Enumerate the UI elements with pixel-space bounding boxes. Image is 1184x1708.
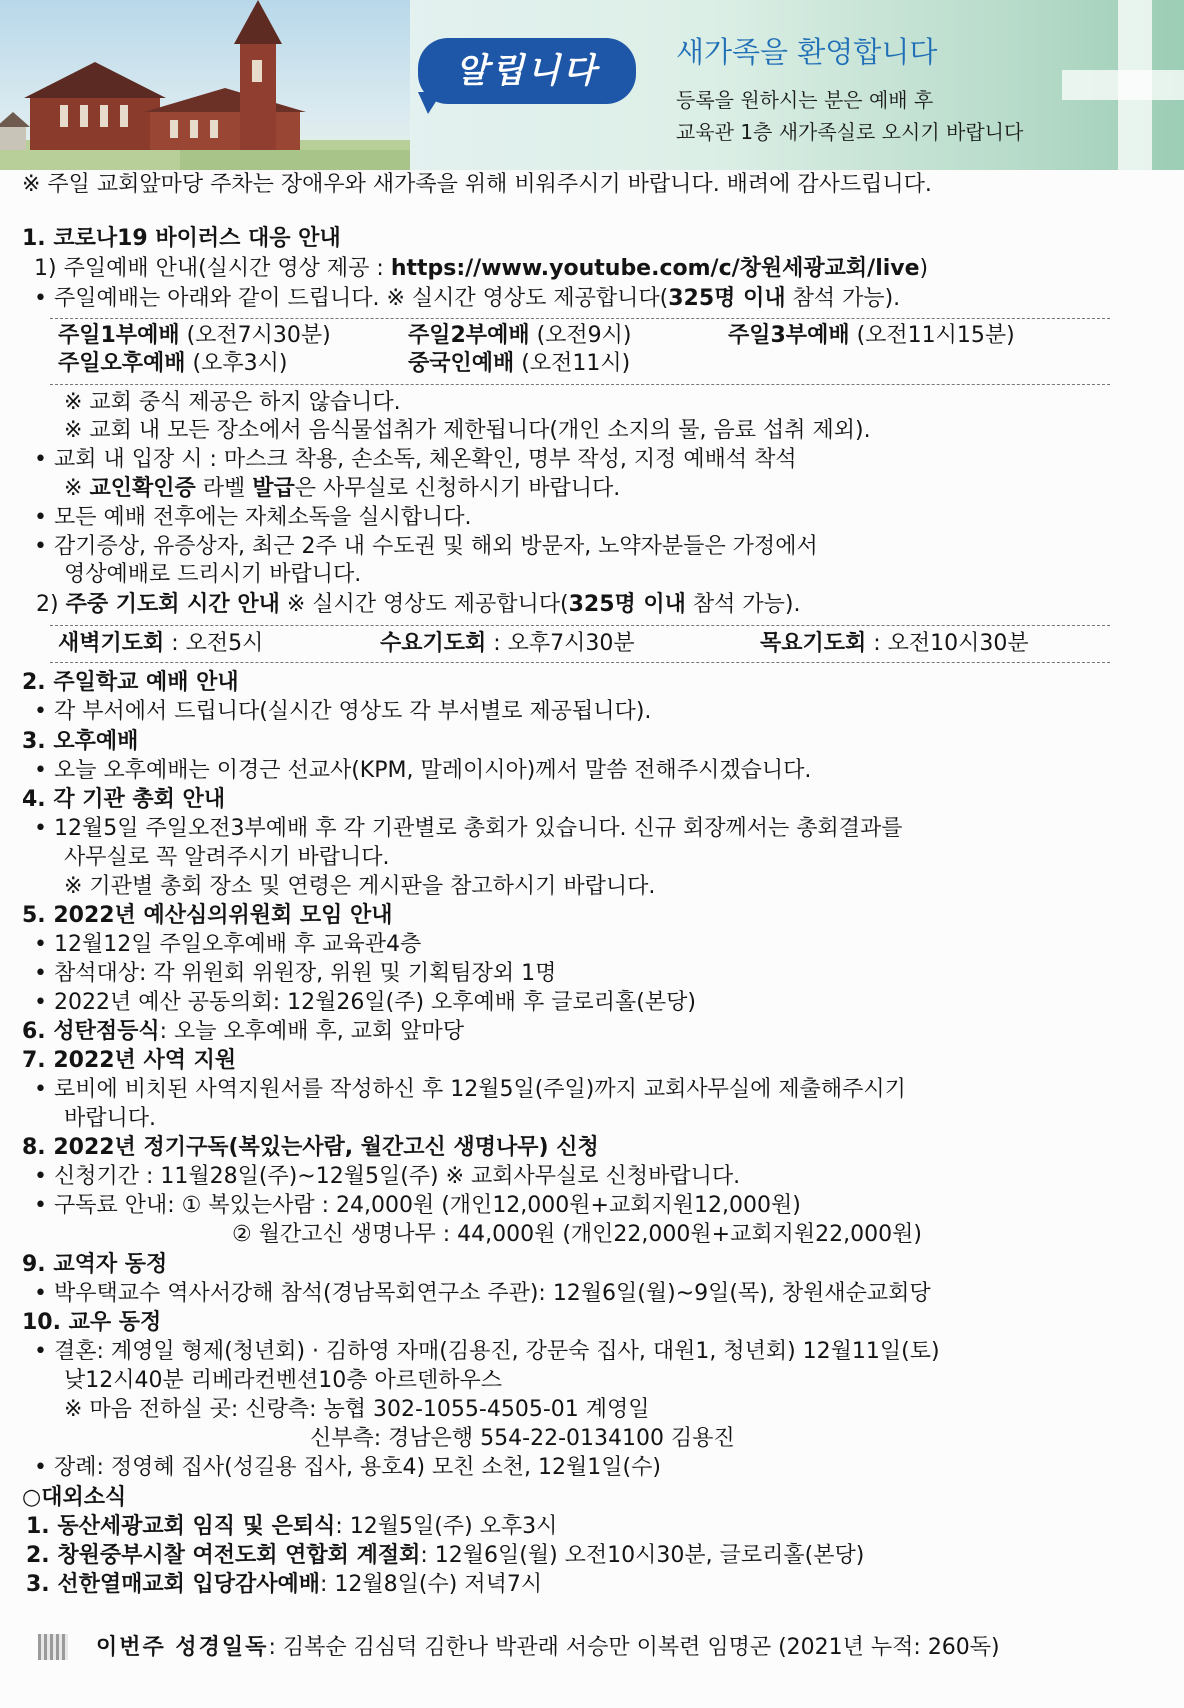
external-news-name: 1. 동산세광교회 임직 및 은퇴식: [26, 1514, 336, 1539]
issue-text: 발급: [252, 476, 295, 501]
prayer-note: ※ 실시간 영상도 제공합니다(: [279, 592, 569, 617]
service-time: (오후3시): [185, 351, 288, 376]
service-time: (오전11시): [514, 351, 631, 376]
divider: [50, 318, 1110, 319]
prayer-time: : 오전10시30분: [866, 631, 1029, 656]
section-9-line-1: • 박우택교수 역사서강해 참석(경남목회연구소 주관): 12월6일(월)~9일(목), 창원새순교회당: [34, 1281, 931, 1306]
home-worship-note-2: 영상예배로 드리시기 바랍니다.: [64, 562, 362, 587]
section-3-title: 3. 오후예배: [22, 729, 139, 754]
live-stream-link[interactable]: https://www.youtube.com/c/창원세광교회/live: [390, 256, 920, 281]
prayer-dawn: [58, 630, 263, 658]
weekday-prayer-info: [36, 591, 801, 619]
section-10-line-4: 신부측: 경남은행 554-22-0134100 김용진: [310, 1426, 735, 1451]
welcome-title: 새가족을 환영합니다: [676, 35, 938, 69]
external-news-name: 3. 선한열매교회 입당감사예배: [26, 1572, 321, 1597]
section-5-title: 5. 2022년 예산심의위원회 모임 안내: [22, 903, 393, 928]
sunday-service-bullet: [34, 285, 900, 313]
member-card-note: [64, 475, 620, 503]
prayer-name: 새벽기도회: [58, 631, 165, 656]
service-name: 주일1부예배: [58, 323, 180, 348]
parking-notice: ※ 주일 교회앞마당 주차는 장애우와 새가족을 위해 비워주시기 바랍니다. 배려에 감사드립니다.: [22, 172, 932, 197]
bible-reading-names: : 김복순 김심덕 김한나 박관래 서승만 이복련 임명곤 (2021년 누적: 260독): [268, 1635, 1000, 1660]
paren-close: ): [919, 256, 929, 281]
prayer-thursday: [760, 630, 1029, 658]
section-6-title: 6. 성탄점등식: [22, 1019, 160, 1044]
barcode-mark-icon: [38, 1634, 68, 1660]
disinfection-note: • 모든 예배 전후에는 자체소독을 실시합니다.: [34, 505, 472, 530]
external-news-name: 2. 창원중부시찰 여전도회 연합회 계절회: [26, 1543, 421, 1568]
welcome-line-2: 교육관 1층 새가족실로 오시기 바랍니다: [676, 120, 1024, 144]
service-time: (오전7시30분): [179, 323, 331, 348]
welcome-line-1: 등록을 원하시는 분은 예배 후: [676, 88, 934, 112]
service-4: [58, 350, 287, 378]
section-8-line-1: • 신청기간 : 11월28일(주)~12월5일(주) ※ 교회사무실로 신청바랍니다.: [34, 1164, 741, 1189]
sunday-service-label: 1) 주일예배 안내(실시간 영상 제공 :: [34, 256, 391, 281]
section-7-title: 7. 2022년 사역 지원: [22, 1048, 237, 1073]
section-8-line-3: ② 월간고신 생명나무 : 44,000원 (개인22,000원+교회지원22,000원): [232, 1222, 922, 1247]
divider: [50, 384, 1110, 385]
section-6: [22, 1018, 464, 1046]
prayer-name: 수요기도회: [380, 631, 487, 656]
note-mark: ※: [64, 476, 90, 501]
service-name: 주일3부예배: [728, 323, 850, 348]
church-illustration: [0, 0, 410, 170]
note-text-end: 은 사무실로 신청하시기 바랍니다.: [294, 476, 621, 501]
section-10-line-2: 낮12시40분 리베라컨벤션10층 아르덴하우스: [64, 1368, 503, 1393]
service-2: [408, 322, 632, 350]
section-7-line-1: • 로비에 비치된 사역지원서를 작성하신 후 12월5일(주일)까지 교회사무실에 제출해주시기: [34, 1077, 906, 1102]
entry-rules: • 교회 내 입장 시 : 마스크 착용, 손소독, 체온확인, 명부 작성, 지정 예배석 착석: [34, 447, 797, 472]
section-2-line-1: • 각 부서에서 드립니다(실시간 영상도 각 부서별로 제공됩니다).: [34, 699, 652, 724]
prayer-name: 목요기도회: [760, 631, 867, 656]
external-news-detail: : 12월8일(수) 저녁7시: [320, 1572, 543, 1597]
service-3: [728, 322, 1015, 350]
prayer-time: : 오후7시30분: [486, 631, 635, 656]
note-lunch: ※ 교회 중식 제공은 하지 않습니다.: [64, 390, 401, 415]
external-news-title: ○대외소식: [22, 1485, 127, 1510]
section-5-line-3: • 2022년 예산 공동의회: 12월26일(주) 오후예배 후 글로리홀(본당): [34, 990, 696, 1015]
section-4-line-3: ※ 기관별 총회 장소 및 연령은 게시판을 참고하시기 바랍니다.: [64, 874, 656, 899]
bible-reading-label: 이번주 성경일독: [96, 1635, 269, 1660]
section-2-title: 2. 주일학교 예배 안내: [22, 670, 239, 695]
sunday-service-info: [34, 255, 928, 283]
divider: [50, 625, 1110, 626]
cross-decoration-bar: [1062, 70, 1184, 100]
prayer-wednesday: [380, 630, 635, 658]
section-4-title: 4. 각 기관 총회 안내: [22, 787, 226, 812]
section-1-title: 1. 코로나19 바이러스 대응 안내: [22, 226, 341, 251]
section-4-line-1: • 12월5일 주일오전3부예배 후 각 기관별로 총회가 있습니다. 신규 회장께서는 총회결과를: [34, 816, 903, 841]
section-10-line-1: • 결혼: 계영일 형제(청년회) · 김하영 자매(김용진, 강문숙 집사, 대원1, 청년회) 12월11일(토): [34, 1339, 940, 1364]
section-9-title: 9. 교역자 동정: [22, 1252, 168, 1277]
section-6-text: : 오늘 오후예배 후, 교회 앞마당: [159, 1019, 464, 1044]
bullet-text-end: 참석 가능).: [785, 286, 901, 311]
external-news-3: [26, 1571, 542, 1599]
note-text: 라벨: [195, 476, 253, 501]
member-card: 교인확인증: [89, 476, 196, 501]
section-10-line-5: • 장례: 정영혜 집사(성길용 집사, 용호4) 모친 소천, 12월1일(수): [34, 1455, 661, 1480]
service-name: 중국인예배: [408, 351, 515, 376]
section-5-line-1: • 12월12일 주일오후예배 후 교육관4층: [34, 932, 422, 957]
service-time: (오전9시): [529, 323, 632, 348]
section-10-title: 10. 교우 동정: [22, 1310, 162, 1335]
section-7-line-2: 바랍니다.: [64, 1106, 157, 1131]
external-news-1: [26, 1513, 557, 1541]
section-8-title: 8. 2022년 정기구독(복있는사람, 월간고신 생명나무) 신청: [22, 1135, 599, 1160]
section-4-line-2: 사무실로 꼭 알려주시기 바랍니다.: [64, 845, 390, 870]
bullet-text: • 주일예배는 아래와 같이 드립니다. ※ 실시간 영상도 제공합니다(: [34, 286, 669, 311]
prayer-note-end: 참석 가능).: [685, 592, 801, 617]
note-food: ※ 교회 내 모든 장소에서 음식물섭취가 제한됩니다(개인 소지의 물, 음료 섭취 제외).: [64, 418, 871, 443]
divider: [50, 662, 1110, 663]
service-1: [58, 322, 331, 350]
section-8-line-2: • 구독료 안내: ① 복있는사람 : 24,000원 (개인12,000원+교회지원12,000원): [34, 1193, 801, 1218]
external-news-detail: : 12월5일(주) 오후3시: [335, 1514, 558, 1539]
service-5: [408, 350, 630, 378]
bible-reading: [96, 1634, 1000, 1662]
prayer-title: 주중 기도회 시간 안내: [65, 592, 280, 617]
service-name: 주일2부예배: [408, 323, 530, 348]
section-5-line-2: • 참석대상: 각 위원회 위원장, 위원 및 기획팀장외 1명: [34, 961, 557, 986]
prayer-time: : 오전5시: [164, 631, 264, 656]
notice-label: 알립니다: [455, 51, 599, 91]
home-worship-note-1: • 감기증상, 유증상자, 최근 2주 내 수도권 및 해외 방문자, 노약자분들은 가정에서: [34, 534, 818, 559]
service-time: (오전11시15분): [849, 323, 1015, 348]
service-name: 주일오후예배: [58, 351, 186, 376]
external-news-2: [26, 1542, 864, 1570]
sub-num: 2): [36, 592, 66, 617]
external-news-detail: : 12월6일(월) 오전10시30분, 글로리홀(본당): [420, 1543, 865, 1568]
capacity-text: 325명 이내: [568, 592, 686, 617]
capacity-text: 325명 이내: [668, 286, 786, 311]
section-3-line-1: • 오늘 오후예배는 이경근 선교사(KPM, 말레이시아)께서 말씀 전해주시겠습니다.: [34, 758, 812, 783]
section-10-line-3: ※ 마음 전하실 곳: 신랑측: 농협 302-1055-4505-01 계영일: [64, 1397, 650, 1422]
